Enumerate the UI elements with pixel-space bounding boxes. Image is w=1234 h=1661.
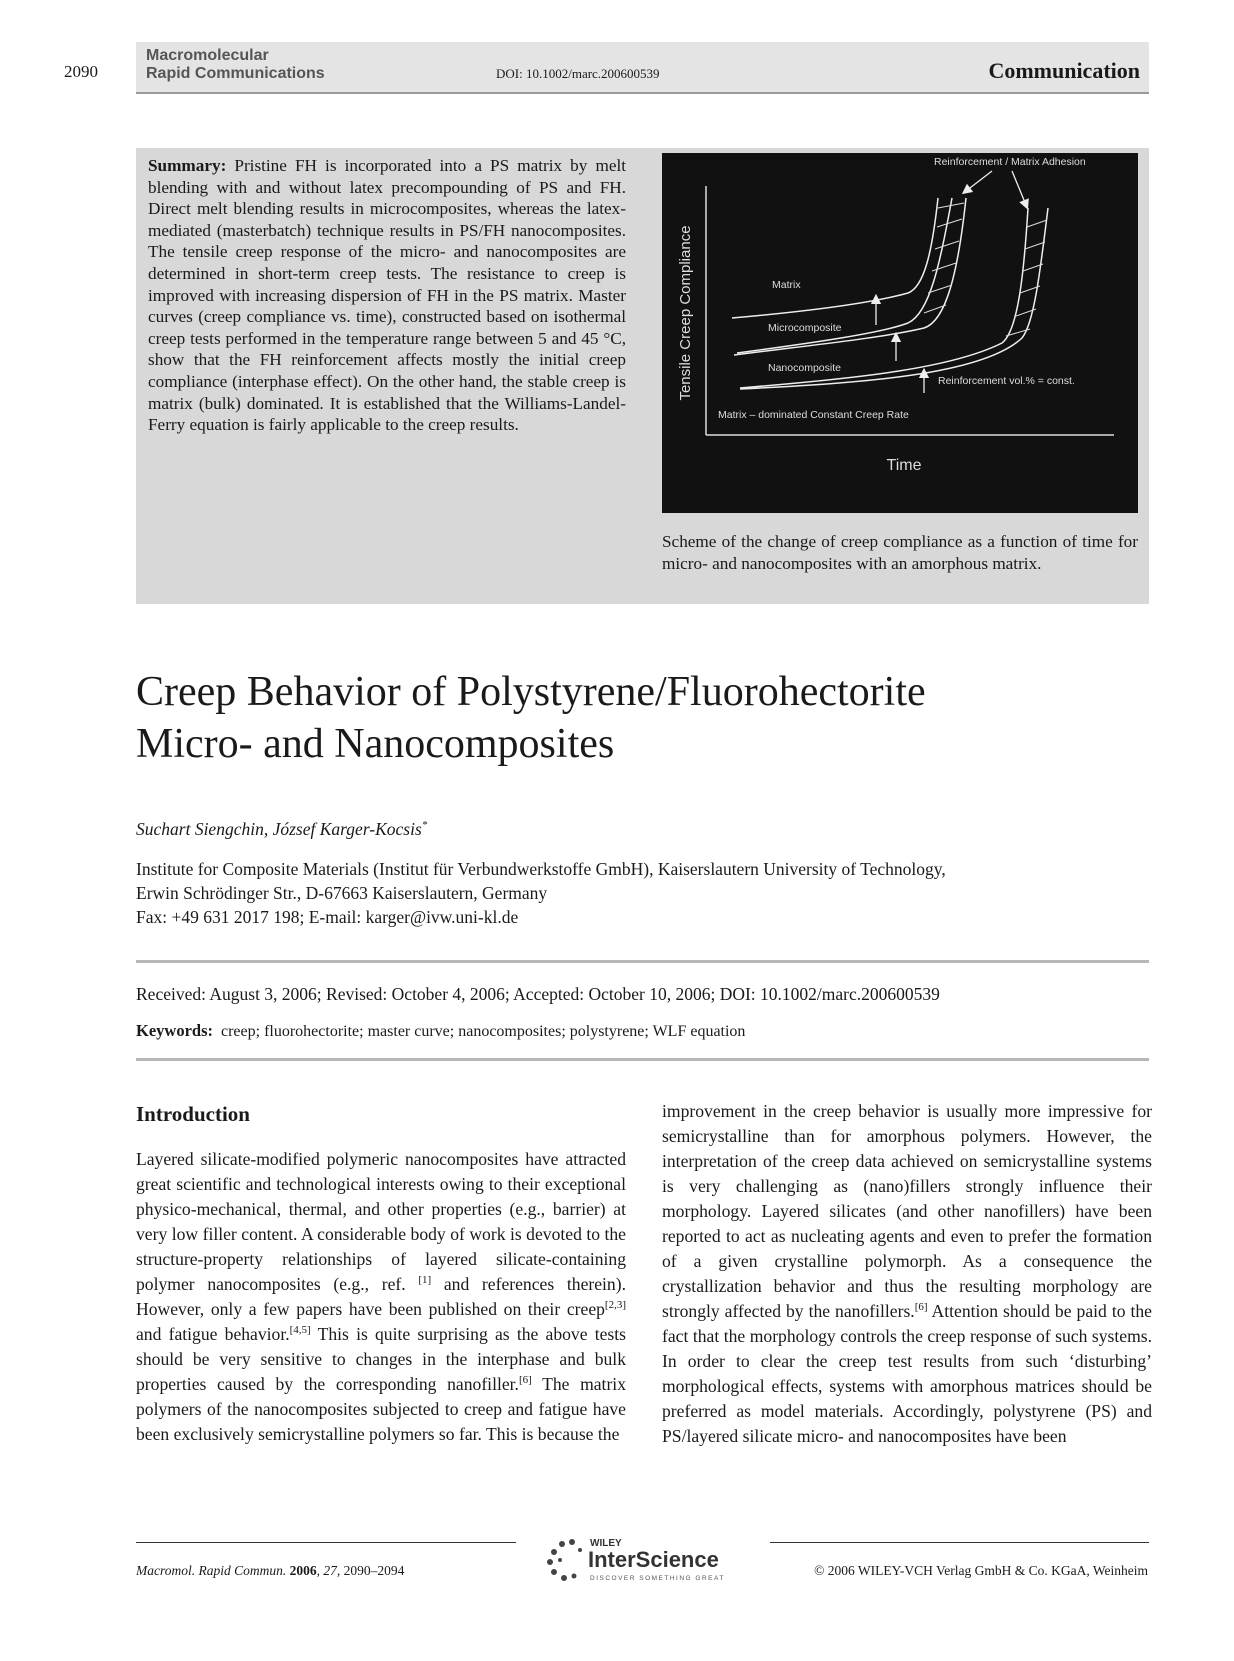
summary-text bbox=[148, 155, 626, 436]
body-column-left bbox=[136, 1147, 626, 1447]
affiliation-line3: Fax: +49 631 2017 198; E-mail: karger@ivw.uni-kl.de bbox=[136, 907, 519, 927]
affiliation-line2: Erwin Schrödinger Str., D-67663 Kaiserslautern, Germany bbox=[136, 883, 548, 903]
page-number: 2090 bbox=[64, 62, 98, 81]
text-run: improvement in the creep behavior is usually more impressive for semicrystalline than for amorphous polymers. However, the interpretation of the creep data achieved on semicrystalline systems is very challenging as (nano)fillers strongly influence their morphology. Layered silicates (and other nanofillers) have been reported to act as nucleating agents and even to prefer the formation of a given crystalline polymorph. As a consequence the crystallization behavior and thus the resulting morphology are strongly affected by the nanofillers. bbox=[662, 1101, 1152, 1321]
reference-citation[interactable]: [6] bbox=[518, 1374, 532, 1387]
text-run: and references therein). However, only a few papers have been published on their creep bbox=[136, 1274, 626, 1319]
keywords bbox=[136, 1021, 745, 1041]
label-creep-rate: Matrix – dominated Constant Creep Rate bbox=[718, 409, 909, 421]
keywords-label: Keywords: bbox=[136, 1021, 213, 1040]
logo-tagline: DISCOVER SOMETHING GREAT bbox=[590, 1575, 725, 1582]
citation-year: 2006 bbox=[289, 1563, 317, 1578]
body-column-right bbox=[662, 1099, 1152, 1449]
text-run: Attention should be paid to the fact that the morphology controls the creep response of such systems. In order to clear the creep test results from such ‘disturbing’ morphological effects, systems with amorphous matrices should be preferred as model materials. Accordingly, polystyrene (PS) and PS/layered silicate micro- and nanocomposites have been bbox=[662, 1301, 1152, 1446]
journal-abbrev: Macromol. Rapid Commun. bbox=[136, 1563, 287, 1578]
title-line2: Micro- and Nanocomposites bbox=[136, 721, 615, 767]
summary-label: Summary: bbox=[148, 156, 227, 175]
y-axis-label: Tensile Creep Compliance bbox=[677, 225, 694, 401]
journal-citation: Macromol. Rapid Commun. 2006, 27, 2090–2094 bbox=[136, 1563, 405, 1578]
reference-citation[interactable]: [1] bbox=[418, 1274, 432, 1287]
footer-rule-left bbox=[136, 1542, 516, 1543]
author-names: Suchart Siengchin, József Karger-Kocsis bbox=[136, 819, 422, 839]
divider-top bbox=[136, 960, 1149, 963]
label-adhesion: Reinforcement / Matrix Adhesion bbox=[934, 156, 1086, 168]
wiley-interscience-logo bbox=[540, 1530, 750, 1590]
label-microcomposite: Microcomposite bbox=[768, 322, 842, 334]
article-type: Communication bbox=[988, 58, 1140, 83]
journal-name-line1: Macromolecular bbox=[146, 47, 269, 64]
reference-citation[interactable]: [6] bbox=[914, 1301, 928, 1314]
label-volfrac: Reinforcement vol.% = const. bbox=[938, 375, 1075, 387]
logo-interscience: InterScience bbox=[588, 1547, 719, 1572]
copyright: © 2006 WILEY-VCH Verlag GmbH & Co. KGaA, Weinheim bbox=[814, 1563, 1148, 1578]
article-history: Received: August 3, 2006; Revised: October 4, 2006; Accepted: October 10, 2006; DOI: 10.1002/marc.200600539 bbox=[136, 984, 940, 1004]
graphic-caption: Scheme of the change of creep compliance as a function of time for micro- and nanocomposites with an amorphous matrix. bbox=[662, 532, 1138, 573]
label-nanocomposite: Nanocomposite bbox=[768, 362, 841, 374]
corresponding-author-mark: * bbox=[421, 819, 428, 832]
section-heading-introduction: Introduction bbox=[136, 1102, 250, 1126]
keywords-list: creep; fluorohectorite; master curve; nanocomposites; polystyrene; WLF equation bbox=[221, 1023, 746, 1040]
reference-citation[interactable]: [2,3] bbox=[604, 1299, 626, 1312]
article-title bbox=[136, 666, 1136, 770]
divider-bottom bbox=[136, 1058, 1149, 1061]
reference-citation[interactable]: [4,5] bbox=[289, 1324, 311, 1337]
matrix-curve bbox=[732, 198, 938, 318]
header-doi: DOI: 10.1002/marc.200600539 bbox=[496, 66, 660, 81]
x-axis-label: Time bbox=[886, 457, 922, 474]
affiliation bbox=[136, 857, 1136, 929]
journal-name bbox=[146, 47, 325, 83]
arrow-adhesion-left bbox=[966, 171, 992, 191]
creep-schematic-svg bbox=[662, 153, 1138, 513]
authors bbox=[136, 819, 427, 840]
logo-wiley: WILEY bbox=[590, 1538, 622, 1549]
arrow-adhesion-right bbox=[1012, 171, 1026, 205]
footer-rule-right bbox=[770, 1542, 1149, 1543]
citation-volume: 27, bbox=[323, 1563, 341, 1578]
title-line1: Creep Behavior of Polystyrene/Fluorohectorite bbox=[136, 669, 926, 715]
text-run: Layered silicate-modified polymeric nanocomposites have attracted great scientific and technological interests owing to their exceptional physico-mechanical, thermal, and other properties (e.g., barrier) at very low filler content. A considerable body of work is devoted to the structure-property relationships of layered silicate-containing polymer nanocomposites (e.g., ref. bbox=[136, 1149, 626, 1294]
journal-name-line2: Rapid Communications bbox=[146, 65, 325, 82]
text-run: The matrix polymers of the nanocomposites subjected to creep and fatigue have been exclusively semicrystalline polymers so far. This is because the bbox=[136, 1374, 626, 1444]
logo-mark-icon bbox=[547, 1539, 582, 1581]
citation-pages: 2090–2094 bbox=[343, 1563, 405, 1578]
text-run: and fatigue behavior. bbox=[136, 1324, 290, 1344]
summary-body: Pristine FH is incorporated into a PS matrix by melt blending with and without latex precompounding of PS and FH. Direct melt blending results in microcomposites, whereas the latex-mediated (masterbatch) technique results in PS/FH nanocomposites. The tensile creep response of the micro- and nanocomposites are determined in short-term creep tests. The resistance to creep is improved with increasing dispersion of FH in the PS matrix. Master curves (creep compliance vs. time), constructed based on isothermal creep tests performed in the temperature range between 5 and 45 °C, show that the FH reinforcement affects mostly the initial creep compliance (interphase effect). On the other hand, the stable creep is matrix (bulk) dominated. It is established that the Williams-Landel-Ferry equation is fairly applicable to the creep results. bbox=[148, 156, 626, 435]
schematic-graphic bbox=[662, 153, 1138, 513]
text-run: This is quite surprising as the above tests should be very sensitive to changes in the interphase and bulk properties caused by the corresponding nanofiller. bbox=[136, 1324, 627, 1394]
label-matrix: Matrix bbox=[772, 279, 801, 291]
affiliation-line1: Institute for Composite Materials (Institut für Verbundwerkstoffe GmbH), Kaiserslautern University of Technology, bbox=[136, 859, 946, 879]
